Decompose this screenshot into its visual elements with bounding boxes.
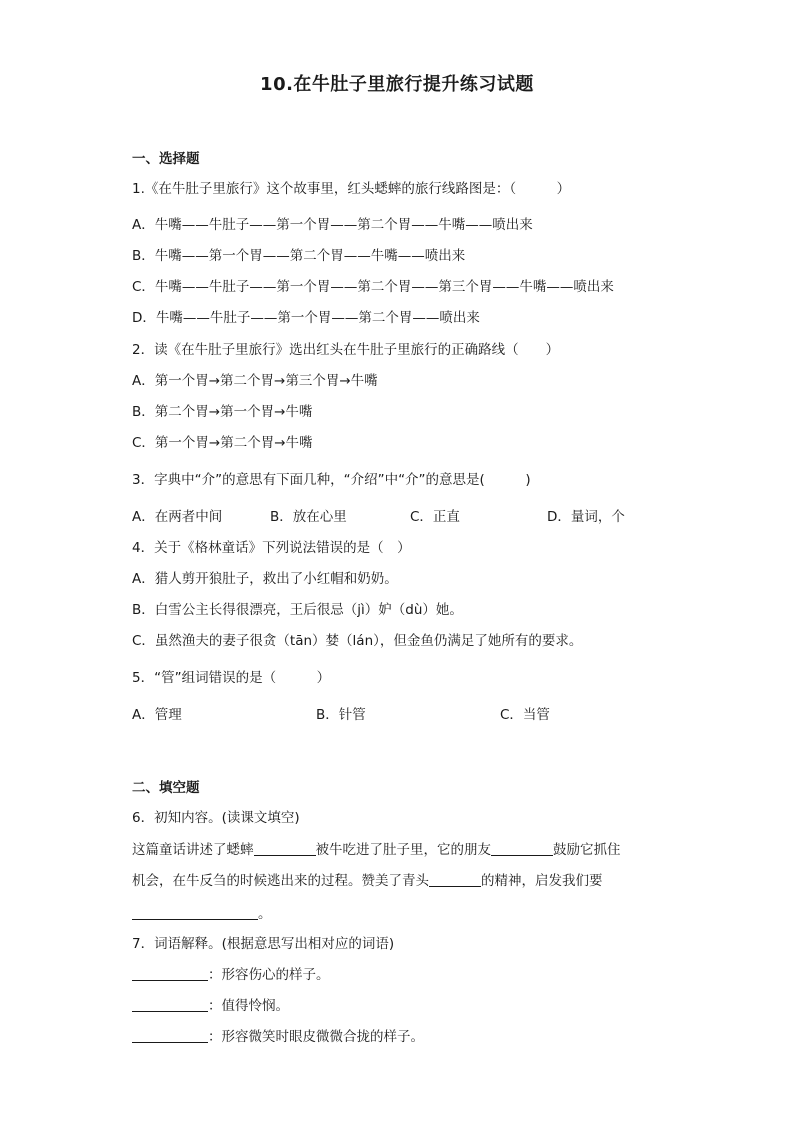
question-4-option-b: B．白雪公主长得很漂亮，王后很忌（jì）妒（dù）她。 bbox=[132, 602, 463, 618]
answer-blank-word-1[interactable] bbox=[132, 966, 208, 981]
page-title: 10.在牛肚子里旅行提升练习试题 bbox=[260, 74, 534, 95]
question-3-option-d: D．量词，个 bbox=[547, 509, 625, 525]
question-7-item-3 bbox=[132, 1025, 424, 1045]
question-2-option-b: B．第二个胃→第一个胃→牛嘴 bbox=[132, 404, 313, 420]
question-2-stem: 2．读《在牛肚子里旅行》选出红头在牛肚子里旅行的正确路线（ ） bbox=[132, 342, 560, 358]
section-heading-fill: 二、填空题 bbox=[132, 780, 200, 796]
question-3-option-b: B．放在心里 bbox=[270, 509, 347, 525]
question-4-option-a: A．猎人剪开狼肚子，救出了小红帽和奶奶。 bbox=[132, 571, 398, 587]
answer-blank-lesson[interactable] bbox=[132, 905, 258, 920]
answer-blank-friend-name[interactable] bbox=[491, 841, 553, 856]
question-6-text-3: 。 bbox=[258, 906, 272, 922]
answer-blank-spirit[interactable] bbox=[429, 872, 481, 887]
question-6-text-1a: 这篇童话讲述了蟋蟀 bbox=[132, 842, 254, 858]
question-7-def-1: ：形容伤心的样子。 bbox=[208, 967, 330, 983]
question-1-stem: 1.《在牛肚子里旅行》这个故事里，红头蟋蟀的旅行线路图是：（ ） bbox=[132, 181, 571, 197]
question-5-option-b: B．针管 bbox=[316, 707, 366, 723]
question-6-stem: 6．初知内容。(读课文填空) bbox=[132, 810, 300, 826]
question-2-option-a: A．第一个胃→第二个胃→第三个胃→牛嘴 bbox=[132, 373, 378, 389]
question-6-text-2b: 的精神，启发我们要 bbox=[481, 873, 603, 889]
question-2-option-c: C．第一个胃→第二个胃→牛嘴 bbox=[132, 435, 313, 451]
question-6-text-1c: 鼓励它抓住 bbox=[553, 842, 621, 858]
question-6-line-1 bbox=[132, 838, 621, 858]
question-7-def-2: ：值得怜悯。 bbox=[208, 998, 289, 1014]
question-6-text-1b: 被牛吃进了肚子里，它的朋友 bbox=[315, 842, 491, 858]
question-1-option-d: D．牛嘴——牛肚子——第一个胃——第二个胃——喷出来 bbox=[132, 310, 480, 326]
question-3-option-c: C．正直 bbox=[410, 509, 460, 525]
question-6-text-2a: 机会，在牛反刍的时候逃出来的过程。赞美了青头 bbox=[132, 873, 429, 889]
answer-blank-word-3[interactable] bbox=[132, 1028, 208, 1043]
question-7-item-2 bbox=[132, 994, 289, 1014]
section-heading-choice: 一、选择题 bbox=[132, 151, 200, 167]
question-1-option-b: B．牛嘴——第一个胃——第二个胃——牛嘴——喷出来 bbox=[132, 248, 466, 264]
question-3-option-a: A．在两者中间 bbox=[132, 509, 223, 525]
answer-blank-cricket-name[interactable] bbox=[254, 841, 316, 856]
question-7-def-3: ：形容微笑时眼皮微微合拢的样子。 bbox=[208, 1029, 424, 1045]
question-7-stem: 7．词语解释。(根据意思写出相对应的词语) bbox=[132, 936, 395, 952]
question-4-stem: 4．关于《格林童话》下列说法错误的是（ ） bbox=[132, 540, 411, 556]
question-6-line-3 bbox=[132, 902, 272, 922]
question-1-option-c: C．牛嘴——牛肚子——第一个胃——第二个胃——第三个胃——牛嘴——喷出来 bbox=[132, 279, 614, 295]
question-3-stem: 3．字典中“介”的意思有下面几种，“介绍”中“介”的意思是( ) bbox=[132, 472, 531, 488]
question-5-stem: 5．“管”组词错误的是（ ） bbox=[132, 670, 331, 686]
question-7-item-1 bbox=[132, 963, 330, 983]
question-5-option-c: C．当管 bbox=[500, 707, 550, 723]
answer-blank-word-2[interactable] bbox=[132, 997, 208, 1012]
question-1-option-a: A．牛嘴——牛肚子——第一个胃——第二个胃——牛嘴——喷出来 bbox=[132, 217, 533, 233]
question-6-line-2 bbox=[132, 869, 603, 889]
question-4-option-c: C．虽然渔夫的妻子很贪（tān）婪（lán），但金鱼仍满足了她所有的要求。 bbox=[132, 633, 583, 649]
question-5-option-a: A．管理 bbox=[132, 707, 182, 723]
